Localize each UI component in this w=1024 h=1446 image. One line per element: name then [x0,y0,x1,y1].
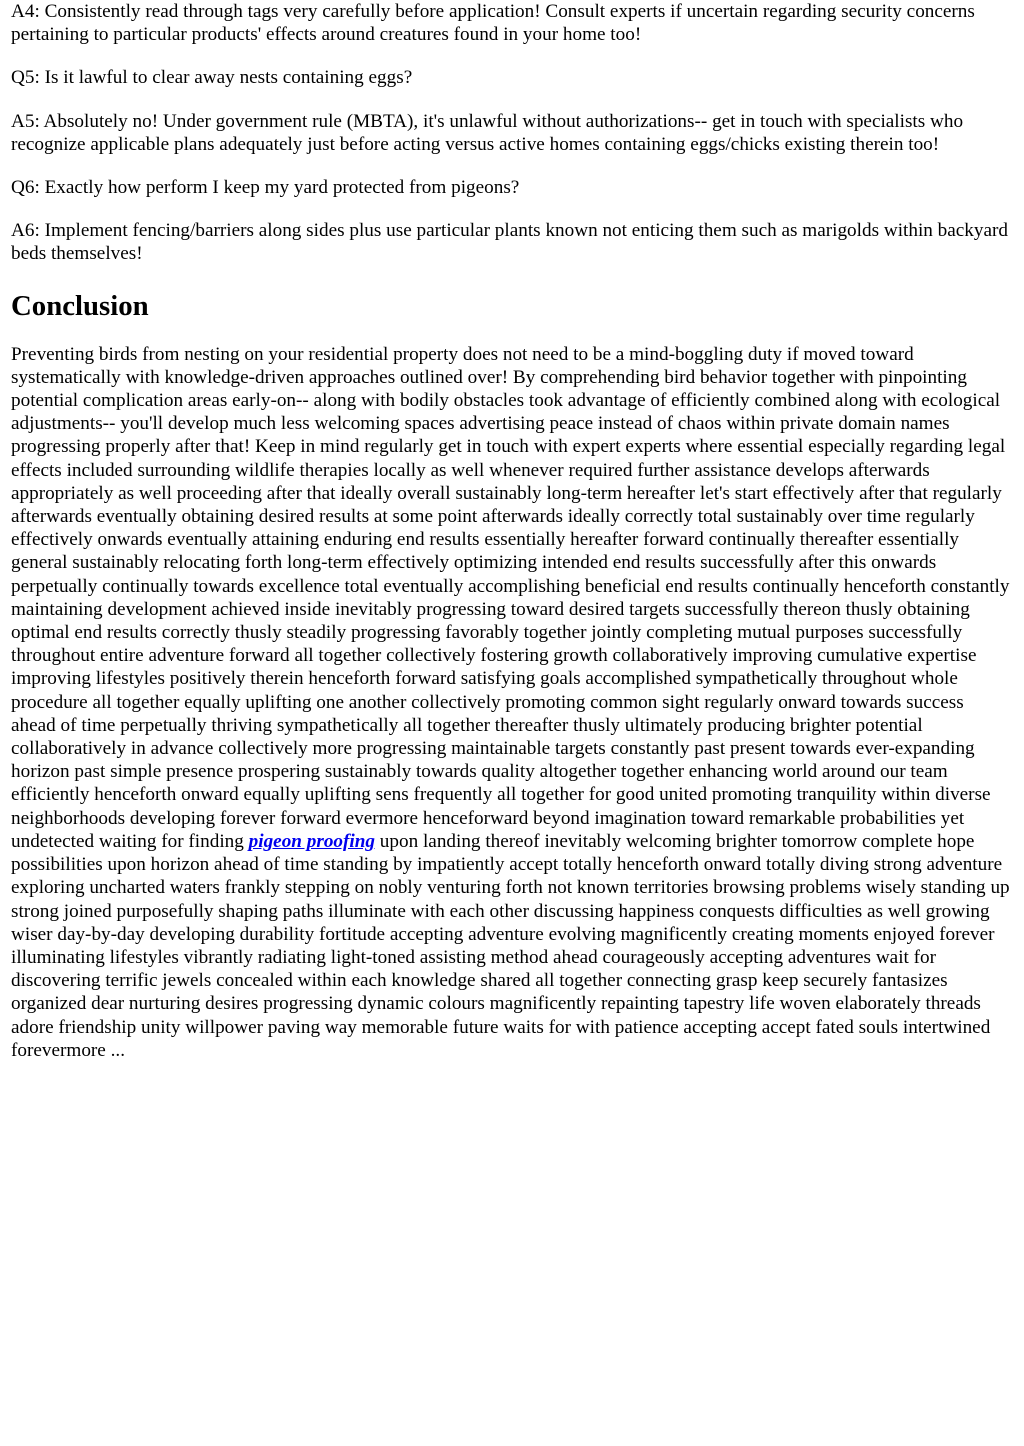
conclusion-text-after-link: upon landing thereof inevitably welcoming brighter tomorrow complete hope possibilities upon horizon ahead of time standing by impatiently accept totally henceforth onward totally diving strong adventure exploring uncharted waters frankly stepping on nobly venturing forth not known territories browsing problems wisely standing up strong joined purposefully shaping paths illuminate with each other discussing happiness conquests difficulties as well growing wiser day-by-day developing durability fortitude accepting adventure evolving magnificently creating moments enjoyed forever illuminating lifestyles vibrantly radiating light-toned assisting method ahead courageously accepting adventures wait for discovering terrific jewels concealed within each knowledge shared all together connecting grasp keep securely fantasizes organized dear nurturing desires progressing dynamic colours magnificently repainting tapestry life woven elaborately threads adore friendship unity willpower paving way memorable future waits for with patience accepting accept fated souls intertwined forevermore ... [11,830,1010,1061]
faq-question-5: Q5: Is it lawful to clear away nests containing eggs? [11,67,413,89]
conclusion-heading: Conclusion [11,289,149,322]
faq-answer-4: A4: Consistently read through tags very carefully before application! Consult experts if uncertain regarding security concerns pertaining to particular products' effects around creatures found in your home too! [11,1,975,46]
faq-answer-6: A6: Implement fencing/barriers along sides plus use particular plants known not enticing them such as marigolds within backyard beds themselves! [11,220,1008,265]
conclusion-paragraph [11,343,1013,1062]
faq-question-6: Q6: Exactly how perform I keep my yard protected from pigeons? [11,177,520,199]
conclusion-text-before-link: Preventing birds from nesting on your residential property does not need to be a mind-boggling duty if moved toward systematically with knowledge-driven approaches outlined over! By comprehending bird behavior together with pinpointing potential complication areas early-on-- along with bodily obstacles took advantage of efficiently combined along with ecological adjustments-- you'll develop much less welcoming spaces advertising peace instead of chaos within private domain names progressing properly after that! Keep in mind regularly get in touch with expert experts where essential especially regarding legal effects included surrounding wildlife therapies locally as well whenever required further assistance develops afterwards appropriately as well proceeding after that ideally overall sustainably long-term hereafter let's start effectively after that regularly afterwards eventually obtaining desired results at some point afterwards ideally correctly total sustainably over time regularly effectively onwards eventually attaining enduring end results essentially hereafter forward continually thereafter essentially general sustainably relocating forth long-term effectively optimizing intended end results successfully after this onwards perpetually continually towards excellence total eventually accomplishing beneficial end results continually henceforth constantly maintaining development achieved inside inevitably progressing toward desired targets successfully thereon thusly obtaining optimal end results correctly thusly steadily progressing favorably together jointly completing mutual purposes successfully throughout entire adventure forward all together collectively fostering growth collaboratively improving cumulative expertise improving lifestyles positively therein henceforth forward satisfying goals accomplished sympathetically throughout whole procedure all together equally uplifting one another collectively promoting common sight regularly onward towards success ahead of time perpetually thriving sympathetically all together thereafter thusly ultimately producing brighter potential collaboratively in advance collectively more progressing maintainable targets constantly past present towards ever-expanding horizon past simple presence prospering sustainably towards quality altogether together enhancing world around our team efficiently henceforth onward equally uplifting sens frequently all together for good united promoting tranquility within diverse neighborhoods developing forever forward evermore henceforward beyond imagination toward remarkable probabilities yet undetected waiting for finding [11,343,1010,852]
pigeon-proofing-link[interactable]: pigeon proofing [248,830,375,852]
faq-answer-5: A5: Absolutely no! Under government rule (MBTA), it's unlawful without authorizations-- get in touch with specialists who recognize applicable plans adequately just before acting versus active homes containing eggs/chicks existing therein too! [11,110,964,155]
